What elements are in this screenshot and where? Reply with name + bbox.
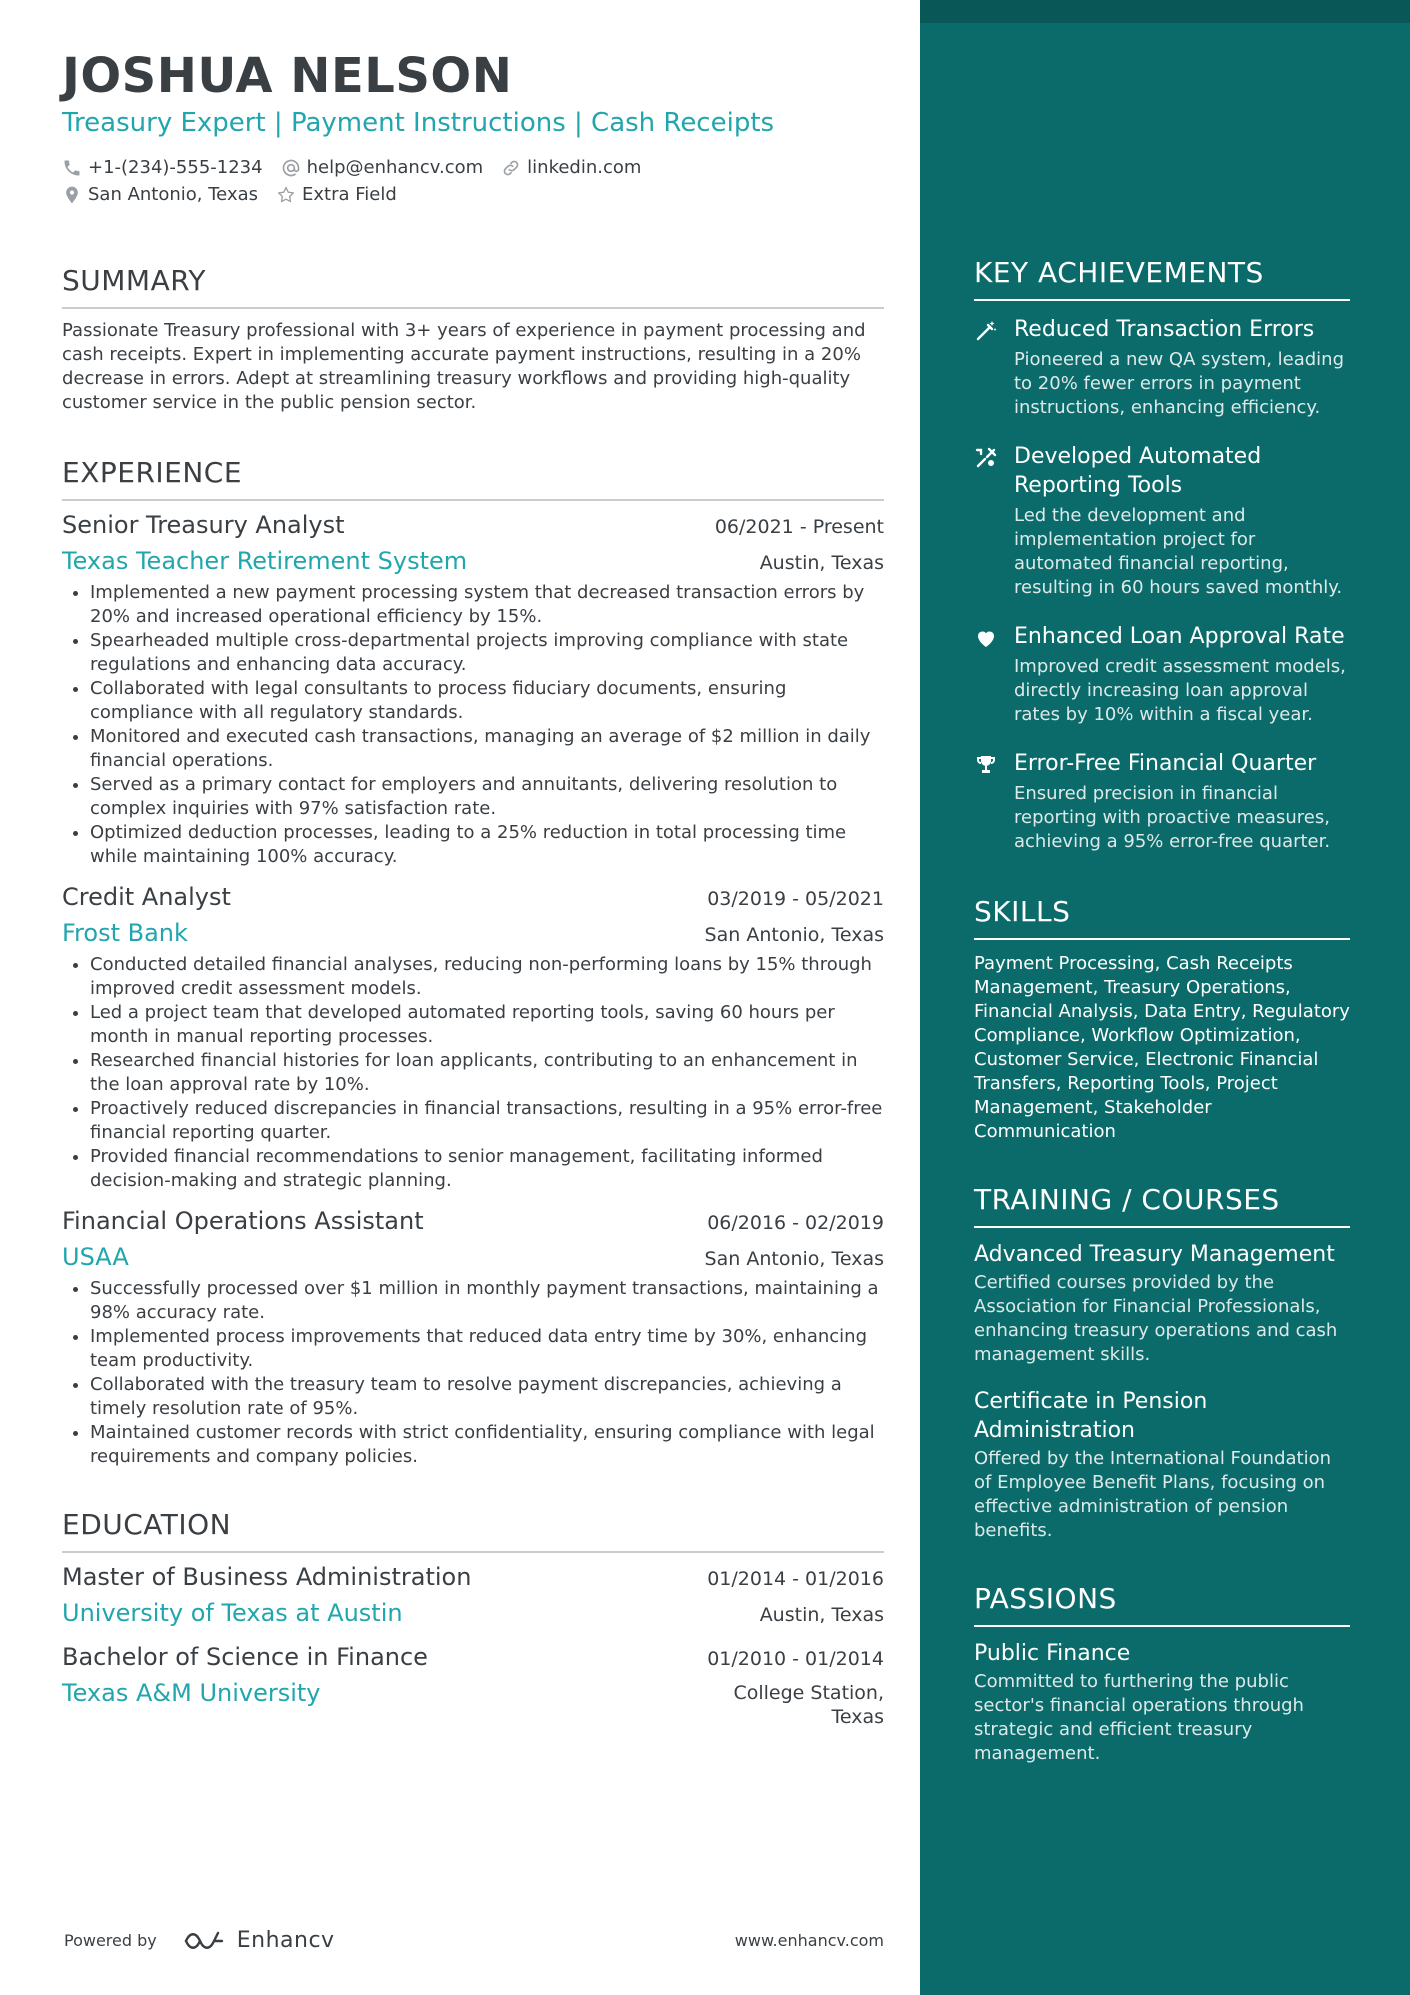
location-contact (62, 184, 258, 205)
bullet-item: • Collaborated with legal consultants to process fiduciary documents, ensuring compliance with all regulatory standards. (90, 677, 884, 725)
company-name: Texas Teacher Retirement System (62, 547, 468, 575)
job-title: Financial Operations Assistant (62, 1207, 424, 1235)
education-section (62, 1507, 884, 1729)
bullet-item: • Implemented a new payment processing system that decreased transaction errors by 20% and increased operational efficiency by 15%. (90, 581, 884, 629)
summary-text: Passionate Treasury professional with 3+ years of experience in payment processing and cash receipts. Expert in implementing accurate payment instructions, resulting in a 20% decrease in errors. Adept at streamlining treasury workflows and providing high-quality customer service in the public pension sector. (62, 320, 866, 413)
course-item (974, 1387, 1350, 1543)
achievement-title: Reduced Transaction Errors (1014, 317, 1315, 342)
bullet-item: • Successfully processed over $1 million in monthly payment transactions, maintaining a 98% accuracy rate. (90, 1277, 884, 1325)
passion-desc: Committed to furthering the public sector's financial operations through strategic and efficient treasury management. (974, 1671, 1304, 1764)
bullet-item: • Monitored and executed cash transactions, managing an average of $2 million in daily financial operations. (90, 725, 884, 773)
skills-title: SKILLS (974, 894, 1350, 940)
linkedin-contact[interactable] (501, 157, 641, 178)
job-location: San Antonio, Texas (704, 924, 884, 946)
job-entry (62, 883, 884, 1193)
achievement-desc: Ensured precision in financial reporting with proactive measures, achieving a 95% error-free quarter. (1014, 783, 1331, 852)
bullet-item: • Conducted detailed financial analyses, reducing non-performing loans by 15% through improved credit assessment models. (90, 953, 884, 1001)
education-entry (62, 1563, 884, 1627)
achievements-title: KEY ACHIEVEMENTS (974, 255, 1350, 301)
education-date: 01/2010 - 01/2014 (707, 1648, 884, 1670)
linkedin-text: linkedin.com (527, 157, 642, 178)
bullet-item: • Spearheaded multiple cross-departmental projects improving compliance with state regulations and enhancing data accuracy. (90, 629, 884, 677)
footer (64, 1928, 884, 1953)
education-date: 01/2014 - 01/2016 (707, 1568, 884, 1590)
powered-by (64, 1928, 335, 1953)
bullet-item: • Maintained customer records with strict confidentiality, ensuring compliance with legal requirements and company policies. (90, 1421, 884, 1469)
bullet-item: • Optimized deduction processes, leading to a 25% reduction in total processing time while maintaining 100% accuracy. (90, 821, 884, 869)
skills-list: Payment Processing, Cash Receipts Management, Treasury Operations, Financial Analysis, Data Entry, Regulatory Compliance, Workflow Optimization, Customer Service, Electronic Financial Transfers, Reporting Tools, Project Management, Stakeholder Communication (974, 953, 1350, 1142)
job-location: Austin, Texas (759, 552, 884, 574)
achievement-item (974, 749, 1350, 854)
bullet-item: • Proactively reduced discrepancies in financial transactions, resulting in a 95% error-free financial reporting quarter. (90, 1097, 884, 1145)
job-bullets (62, 953, 884, 1193)
main-column (62, 46, 884, 1729)
location-text: San Antonio, Texas (88, 184, 258, 205)
headline: Treasury Expert | Payment Instructions | Cash Receipts (62, 108, 775, 138)
passion-title: Public Finance (974, 1641, 1131, 1666)
link-icon (501, 158, 521, 178)
job-title: Credit Analyst (62, 883, 231, 911)
achievement-item (974, 622, 1350, 727)
location-pin-icon (62, 185, 82, 205)
job-date: 06/2016 - 02/2019 (707, 1212, 884, 1234)
star-icon (276, 185, 296, 205)
sidebar-top-strip (920, 0, 1410, 23)
training-section (974, 1182, 1350, 1543)
bullet-item: • Served as a primary contact for employers and annuitants, delivering resolution to complex inquiries with 97% satisfaction rate. (90, 773, 884, 821)
job-bullets (62, 581, 884, 869)
course-title: Certificate in Pension Administration (974, 1389, 1208, 1443)
education-title: EDUCATION (62, 1507, 884, 1553)
achievement-desc: Led the development and implementation project for automated financial reporting, resulting in 60 hours saved monthly. (1014, 505, 1343, 598)
heart-icon (974, 626, 998, 650)
achievement-item (974, 315, 1350, 420)
company-name: Frost Bank (62, 919, 188, 947)
email-text: help@enhancv.com (306, 157, 484, 178)
course-desc: Certified courses provided by the Association for Financial Professionals, enhancing treasury operations and cash management skills. (974, 1272, 1338, 1365)
job-location: San Antonio, Texas (704, 1248, 884, 1270)
magic-wand-icon (974, 319, 998, 343)
trophy-icon (974, 753, 998, 777)
tools-icon (974, 446, 998, 470)
summary-title: SUMMARY (62, 263, 884, 309)
job-entry (62, 1207, 884, 1469)
job-title: Senior Treasury Analyst (62, 511, 345, 539)
bullet-item: • Implemented process improvements that reduced data entry time by 30%, enhancing team productivity. (90, 1325, 884, 1373)
extra-text: Extra Field (302, 184, 397, 205)
brand-name: Enhancv (236, 1928, 335, 1953)
job-date: 06/2021 - Present (714, 516, 884, 538)
powered-by-label: Powered by (64, 1931, 157, 1950)
school-location-line1: College Station, (733, 1682, 884, 1704)
school-location (733, 1681, 884, 1729)
education-entry (62, 1643, 884, 1729)
bullet-item: • Collaborated with the treasury team to resolve payment discrepancies, achieving a timely resolution rate of 95%. (90, 1373, 884, 1421)
summary-section (62, 263, 884, 415)
experience-section (62, 455, 884, 1469)
company-name: USAA (62, 1243, 129, 1271)
school-name: Texas A&M University (62, 1679, 321, 1707)
job-date: 03/2019 - 05/2021 (707, 888, 884, 910)
at-icon (281, 158, 301, 178)
achievement-title: Error-Free Financial Quarter (1014, 751, 1317, 776)
experience-title: EXPERIENCE (62, 455, 884, 501)
phone-contact[interactable] (62, 157, 263, 178)
email-contact[interactable] (281, 157, 484, 178)
achievement-title: Developed Automated Reporting Tools (1014, 444, 1262, 498)
course-title: Advanced Treasury Management (974, 1242, 1335, 1267)
achievement-desc: Pioneered a new QA system, leading to 20% fewer errors in payment instructions, enhancing efficiency. (1014, 349, 1345, 418)
training-title: TRAINING / COURSES (974, 1182, 1350, 1228)
extra-field (276, 184, 397, 205)
degree: Master of Business Administration (62, 1563, 472, 1591)
achievement-title: Enhanced Loan Approval Rate (1014, 624, 1345, 649)
degree: Bachelor of Science in Finance (62, 1643, 428, 1671)
bullet-item: • Provided financial recommendations to senior management, facilitating informed decision-making and strategic planning. (90, 1145, 884, 1193)
job-bullets (62, 1277, 884, 1469)
sidebar (920, 0, 1410, 1995)
bullet-item: • Researched financial histories for loan applicants, contributing to an enhancement in the loan approval rate by 10%. (90, 1049, 884, 1097)
candidate-name: JOSHUA NELSON (62, 48, 513, 104)
school-location-line2: Texas (831, 1706, 884, 1728)
school-location: Austin, Texas (759, 1604, 884, 1626)
enhancv-logo-icon (183, 1929, 229, 1953)
passions-title: PASSIONS (974, 1581, 1350, 1627)
contact-info (62, 154, 884, 208)
achievement-item (974, 442, 1350, 600)
website-link[interactable]: www.enhancv.com (734, 1931, 884, 1950)
achievements-section (974, 255, 1350, 854)
achievement-desc: Improved credit assessment models, directly increasing loan approval rates by 10% within a fiscal year. (1014, 656, 1346, 725)
school-name: University of Texas at Austin (62, 1599, 403, 1627)
skills-section (974, 894, 1350, 1144)
phone-icon (62, 158, 82, 178)
passion-item (974, 1639, 1350, 1766)
course-item (974, 1240, 1350, 1367)
passions-section (974, 1581, 1350, 1766)
phone-text: +1-(234)-555-1234 (88, 157, 263, 178)
job-entry (62, 511, 884, 869)
bullet-item: • Led a project team that developed automated reporting tools, saving 60 hours per month in manual reporting processes. (90, 1001, 884, 1049)
course-desc: Offered by the International Foundation of Employee Benefit Plans, focusing on effective administration of pension benefits. (974, 1448, 1332, 1541)
